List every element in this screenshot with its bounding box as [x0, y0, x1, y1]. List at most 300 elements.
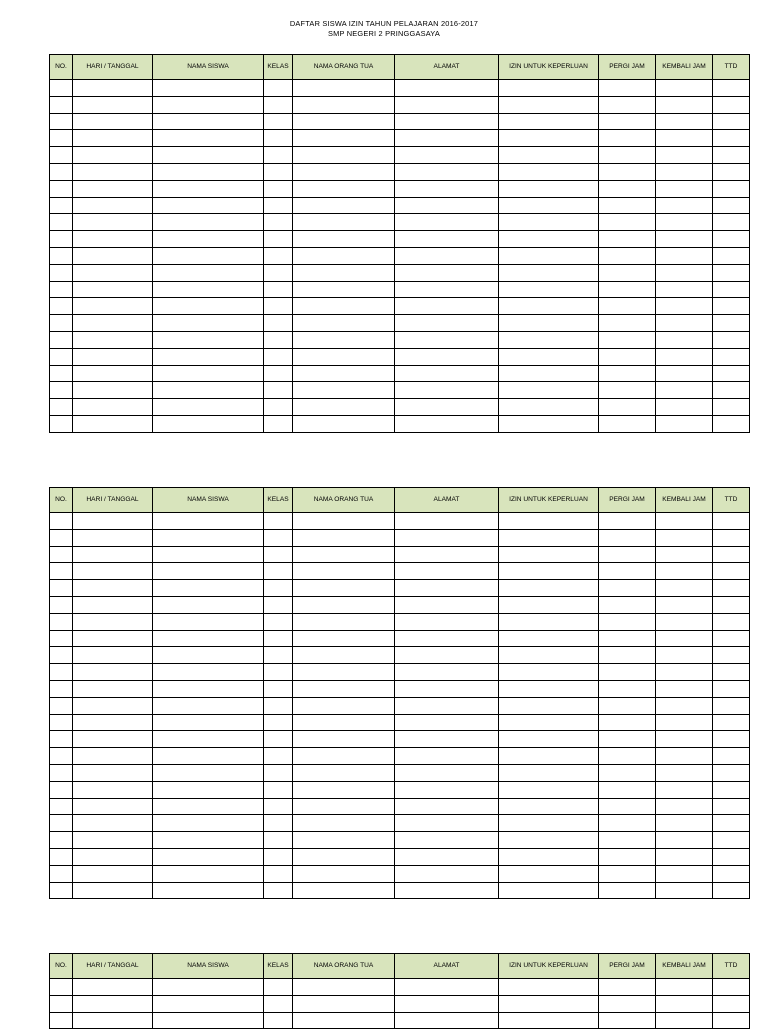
table-row	[50, 264, 750, 281]
table-cell	[599, 281, 656, 298]
table-cell	[264, 748, 293, 765]
table-cell	[50, 995, 73, 1012]
table-cell	[599, 865, 656, 882]
table-cell	[50, 731, 73, 748]
table-cell	[153, 882, 264, 899]
table-cell	[153, 714, 264, 731]
table-cell	[293, 882, 395, 899]
table-cell	[656, 596, 713, 613]
table-cell	[599, 563, 656, 580]
table-cell	[73, 979, 153, 996]
table-cell	[599, 882, 656, 899]
table-cell	[395, 231, 499, 248]
table-cell	[50, 197, 73, 214]
table-row	[50, 96, 750, 113]
table-cell	[293, 96, 395, 113]
table-cell	[713, 247, 750, 264]
table-cell	[153, 781, 264, 798]
table-cell	[73, 680, 153, 697]
table-cell	[713, 415, 750, 432]
table-cell	[395, 1012, 499, 1029]
table-cell	[499, 399, 599, 416]
table-cell	[50, 815, 73, 832]
table-cell	[656, 995, 713, 1012]
table-cell	[50, 630, 73, 647]
table-cell	[153, 832, 264, 849]
table-cell	[499, 513, 599, 530]
table-cell	[713, 513, 750, 530]
table-cell	[293, 979, 395, 996]
table-cell	[264, 995, 293, 1012]
table-cell	[656, 714, 713, 731]
table-cell	[153, 113, 264, 130]
table-cell	[73, 832, 153, 849]
table-cell	[599, 731, 656, 748]
table-cell	[264, 130, 293, 147]
table-cell	[73, 113, 153, 130]
table-cell	[599, 613, 656, 630]
table-cell	[50, 331, 73, 348]
header-nama-orang-tua: NAMA ORANG TUA	[293, 55, 395, 80]
table-cell	[153, 1012, 264, 1029]
table-cell	[395, 247, 499, 264]
table-cell	[713, 764, 750, 781]
table-cell	[50, 697, 73, 714]
table-cell	[293, 680, 395, 697]
header-nama-orang-tua: NAMA ORANG TUA	[293, 488, 395, 513]
table-cell	[499, 731, 599, 748]
header-no: NO.	[50, 954, 73, 979]
table-row	[50, 231, 750, 248]
table-cell	[153, 231, 264, 248]
table-cell	[499, 815, 599, 832]
table-cell	[73, 415, 153, 432]
table-cell	[153, 382, 264, 399]
table-cell	[264, 798, 293, 815]
table-cell	[264, 1012, 293, 1029]
table-cell	[264, 664, 293, 681]
table-cell	[153, 580, 264, 597]
table-cell	[656, 979, 713, 996]
table-cell	[395, 832, 499, 849]
table-cell	[713, 995, 750, 1012]
table-cell	[73, 80, 153, 97]
table-cell	[73, 281, 153, 298]
table-cell	[73, 315, 153, 332]
table-cell	[50, 680, 73, 697]
table-cell	[153, 865, 264, 882]
table-cell	[50, 147, 73, 164]
table-cell	[153, 247, 264, 264]
table-cell	[293, 748, 395, 765]
table-cell	[599, 298, 656, 315]
table-cell	[713, 315, 750, 332]
table-cell	[713, 798, 750, 815]
table-cell	[499, 214, 599, 231]
table-cell	[73, 748, 153, 765]
table-cell	[656, 613, 713, 630]
table-cell	[293, 130, 395, 147]
table-cell	[713, 80, 750, 97]
table-row	[50, 613, 750, 630]
table-cell	[395, 764, 499, 781]
table-row	[50, 815, 750, 832]
table-cell	[395, 147, 499, 164]
table-cell	[713, 613, 750, 630]
table-cell	[153, 399, 264, 416]
table-cell	[499, 664, 599, 681]
table-cell	[713, 680, 750, 697]
table-cell	[264, 630, 293, 647]
table-cell	[599, 546, 656, 563]
table-cell	[73, 147, 153, 164]
table-cell	[50, 865, 73, 882]
table-cell	[293, 399, 395, 416]
table-cell	[713, 865, 750, 882]
table-cell	[153, 298, 264, 315]
page-title	[0, 19, 768, 39]
table-cell	[395, 163, 499, 180]
table-cell	[395, 80, 499, 97]
table-cell	[73, 630, 153, 647]
table-cell	[656, 214, 713, 231]
table-cell	[395, 630, 499, 647]
header-no: NO.	[50, 488, 73, 513]
header-kembali-jam: KEMBALI JAM	[656, 954, 713, 979]
table-cell	[713, 630, 750, 647]
table-cell	[73, 348, 153, 365]
table-cell	[264, 513, 293, 530]
table-cell	[656, 546, 713, 563]
table-cell	[73, 764, 153, 781]
table-cell	[499, 315, 599, 332]
table-cell	[656, 664, 713, 681]
table-cell	[656, 163, 713, 180]
table-cell	[73, 882, 153, 899]
table-cell	[153, 180, 264, 197]
table-cell	[293, 664, 395, 681]
table-cell	[293, 798, 395, 815]
table-row	[50, 714, 750, 731]
table-cell	[73, 365, 153, 382]
table-cell	[713, 331, 750, 348]
table-cell	[264, 331, 293, 348]
table-cell	[395, 264, 499, 281]
table-cell	[499, 247, 599, 264]
table-cell	[656, 298, 713, 315]
table-cell	[713, 264, 750, 281]
table-cell	[50, 214, 73, 231]
table-cell	[713, 96, 750, 113]
table-cell	[599, 680, 656, 697]
table-cell	[153, 546, 264, 563]
table-cell	[656, 731, 713, 748]
table-cell	[73, 163, 153, 180]
table-cell	[50, 664, 73, 681]
table-cell	[499, 832, 599, 849]
table-row	[50, 995, 750, 1012]
table-cell	[153, 264, 264, 281]
table-cell	[499, 764, 599, 781]
table-cell	[499, 231, 599, 248]
table-cell	[656, 798, 713, 815]
table-row	[50, 529, 750, 546]
table-cell	[499, 264, 599, 281]
table-cell	[264, 197, 293, 214]
table-cell	[713, 546, 750, 563]
header-alamat: ALAMAT	[395, 488, 499, 513]
table-cell	[293, 647, 395, 664]
header-kelas: KELAS	[264, 954, 293, 979]
header-hari-tanggal: HARI / TANGGAL	[73, 954, 153, 979]
table-cell	[264, 382, 293, 399]
table-cell	[264, 180, 293, 197]
table-row	[50, 865, 750, 882]
table-cell	[656, 630, 713, 647]
table-cell	[73, 513, 153, 530]
header-nama-orang-tua: NAMA ORANG TUA	[293, 954, 395, 979]
table-cell	[395, 281, 499, 298]
table-cell	[499, 147, 599, 164]
table-cell	[264, 781, 293, 798]
table-cell	[499, 748, 599, 765]
table-cell	[293, 80, 395, 97]
table-cell	[395, 731, 499, 748]
table-cell	[73, 697, 153, 714]
table-cell	[73, 298, 153, 315]
table-cell	[293, 415, 395, 432]
table-row	[50, 664, 750, 681]
table-cell	[264, 764, 293, 781]
table-cell	[599, 714, 656, 731]
table-cell	[73, 264, 153, 281]
table-cell	[499, 546, 599, 563]
table-cell	[153, 281, 264, 298]
table-cell	[153, 798, 264, 815]
table-cell	[599, 798, 656, 815]
table-cell	[395, 798, 499, 815]
table-cell	[656, 382, 713, 399]
table-row	[50, 580, 750, 597]
table-cell	[395, 664, 499, 681]
table-cell	[73, 580, 153, 597]
header-kelas: KELAS	[264, 55, 293, 80]
header-nama-siswa: NAMA SISWA	[153, 55, 264, 80]
table-cell	[395, 298, 499, 315]
table-cell	[656, 231, 713, 248]
table-cell	[73, 613, 153, 630]
table-cell	[293, 348, 395, 365]
table-cell	[264, 714, 293, 731]
table-cell	[656, 399, 713, 416]
table-cell	[499, 80, 599, 97]
table-cell	[395, 331, 499, 348]
table-cell	[153, 680, 264, 697]
table-cell	[153, 315, 264, 332]
table-cell	[713, 348, 750, 365]
table-cell	[264, 815, 293, 832]
table-cell	[499, 995, 599, 1012]
table-cell	[293, 180, 395, 197]
table-cell	[656, 247, 713, 264]
table-cell	[656, 697, 713, 714]
table-row	[50, 197, 750, 214]
table-cell	[50, 1012, 73, 1029]
table-cell	[73, 865, 153, 882]
table-cell	[395, 348, 499, 365]
table-cell	[656, 96, 713, 113]
table-cell	[656, 264, 713, 281]
table-cell	[599, 197, 656, 214]
table-cell	[499, 382, 599, 399]
table-cell	[656, 580, 713, 597]
table-row	[50, 798, 750, 815]
header-kembali-jam: KEMBALI JAM	[656, 55, 713, 80]
table-cell	[264, 546, 293, 563]
table-cell	[293, 995, 395, 1012]
header-ttd: TTD	[713, 55, 750, 80]
table-cell	[599, 832, 656, 849]
table-cell	[264, 264, 293, 281]
table-cell	[153, 197, 264, 214]
table-cell	[599, 664, 656, 681]
table-cell	[153, 748, 264, 765]
header-ttd: TTD	[713, 488, 750, 513]
table-cell	[656, 315, 713, 332]
table-cell	[73, 815, 153, 832]
header-nama-siswa: NAMA SISWA	[153, 488, 264, 513]
table-cell	[73, 231, 153, 248]
table-cell	[713, 664, 750, 681]
table-cell	[713, 365, 750, 382]
table-cell	[293, 596, 395, 613]
table-cell	[656, 197, 713, 214]
table-cell	[499, 865, 599, 882]
table-cell	[395, 714, 499, 731]
table-cell	[713, 714, 750, 731]
table-row	[50, 180, 750, 197]
table-cell	[599, 513, 656, 530]
table-cell	[73, 995, 153, 1012]
table-cell	[656, 865, 713, 882]
table-cell	[499, 596, 599, 613]
table-cell	[50, 382, 73, 399]
table-cell	[153, 331, 264, 348]
table-cell	[264, 231, 293, 248]
table-cell	[656, 348, 713, 365]
table-cell	[153, 995, 264, 1012]
table-cell	[713, 180, 750, 197]
table-cell	[395, 848, 499, 865]
table-row	[50, 748, 750, 765]
table-cell	[50, 546, 73, 563]
table-row	[50, 513, 750, 530]
table-cell	[713, 697, 750, 714]
table-row	[50, 697, 750, 714]
table-cell	[499, 848, 599, 865]
table-cell	[599, 399, 656, 416]
table-cell	[50, 180, 73, 197]
header-hari-tanggal: HARI / TANGGAL	[73, 488, 153, 513]
table-cell	[395, 979, 499, 996]
permission-log-table-3	[49, 953, 750, 1029]
table-cell	[73, 714, 153, 731]
table-cell	[50, 781, 73, 798]
table-cell	[50, 764, 73, 781]
table-cell	[656, 848, 713, 865]
table-cell	[599, 815, 656, 832]
table-cell	[499, 680, 599, 697]
table-cell	[599, 315, 656, 332]
table-cell	[656, 764, 713, 781]
table-cell	[293, 630, 395, 647]
table-cell	[73, 96, 153, 113]
table-cell	[656, 113, 713, 130]
table-cell	[599, 979, 656, 996]
table-cell	[293, 1012, 395, 1029]
table-cell	[50, 513, 73, 530]
table-cell	[293, 264, 395, 281]
table-cell	[73, 180, 153, 197]
table-cell	[73, 529, 153, 546]
table-cell	[656, 748, 713, 765]
table-cell	[153, 596, 264, 613]
table-cell	[713, 197, 750, 214]
table-cell	[395, 365, 499, 382]
table-row	[50, 331, 750, 348]
table-row	[50, 979, 750, 996]
table-cell	[264, 298, 293, 315]
table-row	[50, 214, 750, 231]
table-cell	[713, 979, 750, 996]
table-cell	[50, 264, 73, 281]
table-cell	[499, 1012, 599, 1029]
table-cell	[499, 348, 599, 365]
table-cell	[153, 96, 264, 113]
header-ttd: TTD	[713, 954, 750, 979]
table-cell	[656, 365, 713, 382]
table-row	[50, 281, 750, 298]
table-cell	[293, 315, 395, 332]
table-cell	[293, 513, 395, 530]
table-cell	[713, 781, 750, 798]
table-cell	[153, 513, 264, 530]
table-cell	[293, 815, 395, 832]
table-cell	[264, 399, 293, 416]
table-row	[50, 848, 750, 865]
table-cell	[73, 664, 153, 681]
table-cell	[499, 96, 599, 113]
table-cell	[73, 647, 153, 664]
table-cell	[293, 781, 395, 798]
table-cell	[73, 798, 153, 815]
table-cell	[293, 613, 395, 630]
table-cell	[656, 1012, 713, 1029]
table-cell	[50, 415, 73, 432]
table-row	[50, 731, 750, 748]
table-cell	[499, 529, 599, 546]
table-cell	[293, 563, 395, 580]
table-cell	[50, 596, 73, 613]
table-cell	[153, 415, 264, 432]
table-cell	[499, 365, 599, 382]
table-cell	[395, 529, 499, 546]
table-cell	[293, 365, 395, 382]
table-cell	[656, 882, 713, 899]
table-cell	[50, 365, 73, 382]
table-cell	[50, 647, 73, 664]
table-cell	[713, 382, 750, 399]
